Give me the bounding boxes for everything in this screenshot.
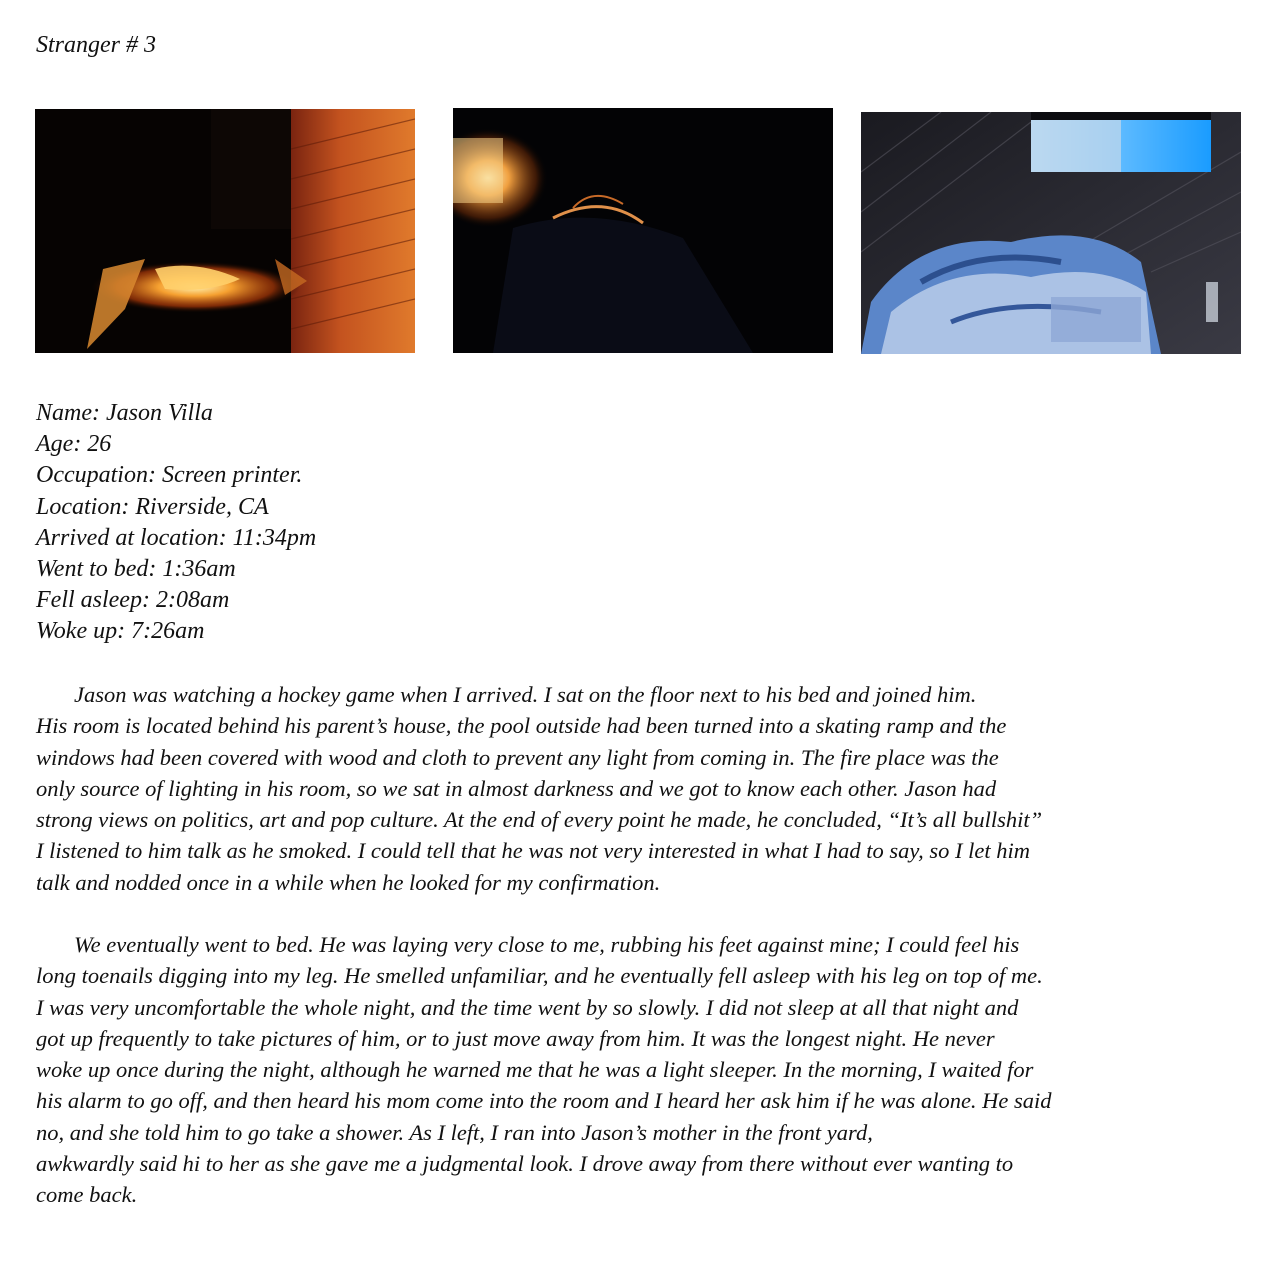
photo-morning-bed: [861, 112, 1241, 354]
detail-location: Location: Riverside, CA: [36, 493, 269, 520]
paragraph-line: his alarm to go off, and then heard his mom come into the room and I heard her ask him if he was alone. He said: [36, 1088, 1052, 1114]
paragraph-line: long toenails digging into my leg. He smelled unfamiliar, and he eventually fell asleep with his leg on top of me.: [36, 963, 1043, 989]
paragraph-line: talk and nodded once in a while when he looked for my confirmation.: [36, 869, 661, 895]
paragraph-line: awkwardly said hi to her as she gave me a judgmental look. I drove away from there without ever wanting to: [36, 1151, 1014, 1177]
paragraph-2: [36, 929, 1236, 1211]
paragraph-line: We eventually went to bed. He was laying very close to me, rubbing his feet against mine; I could feel his: [74, 932, 1020, 957]
page-title: Stranger # 3: [36, 32, 156, 58]
detail-woke-up: Woke up: 7:26am: [36, 618, 205, 645]
paragraph-line: got up frequently to take pictures of him, or to just move away from him. It was the longest night. He never: [36, 1025, 995, 1051]
subject-details: [36, 398, 316, 648]
detail-fell-asleep: Fell asleep: 2:08am: [36, 587, 230, 614]
paragraph-line: come back.: [36, 1182, 138, 1208]
photo-firelit-bed: [35, 109, 415, 353]
paragraph-line: no, and she told him to go take a shower. As I left, I ran into Jason’s mother in the front yard,: [36, 1119, 873, 1145]
paragraph-1: [36, 679, 1236, 898]
paragraph-line: I was very uncomfortable the whole night, and the time went by so slowly. I did not sleep at all that night and: [36, 994, 1019, 1020]
paragraph-line: strong views on politics, art and pop culture. At the end of every point he made, he concluded, “It’s all bullshit”: [36, 807, 1043, 833]
detail-arrived: Arrived at location: 11:34pm: [36, 524, 317, 551]
paragraph-line: Jason was watching a hockey game when I arrived. I sat on the floor next to his bed and joined him.: [74, 682, 977, 707]
detail-went-to-bed: Went to bed: 1:36am: [36, 556, 236, 583]
detail-name: Name: Jason Villa: [36, 400, 213, 426]
paragraph-line: I listened to him talk as he smoked. I could tell that he was not very interested in what I had to say, so I let him: [36, 838, 1031, 864]
detail-occupation: Occupation: Screen printer.: [36, 462, 303, 489]
photo-dark-bed: [453, 108, 833, 353]
paragraph-line: woke up once during the night, although he warned me that he was a light sleeper. In the morning, I waited for: [36, 1057, 1034, 1083]
paragraph-line: His room is located behind his parent’s house, the pool outside had been turned into a skating ramp and the: [36, 713, 1007, 739]
paragraph-line: windows had been covered with wood and cloth to prevent any light from coming in. The fire place was the: [36, 744, 999, 770]
paragraph-line: only source of lighting in his room, so we sat in almost darkness and we got to know each other. Jason had: [36, 775, 997, 801]
detail-age: Age: 26: [36, 431, 112, 458]
